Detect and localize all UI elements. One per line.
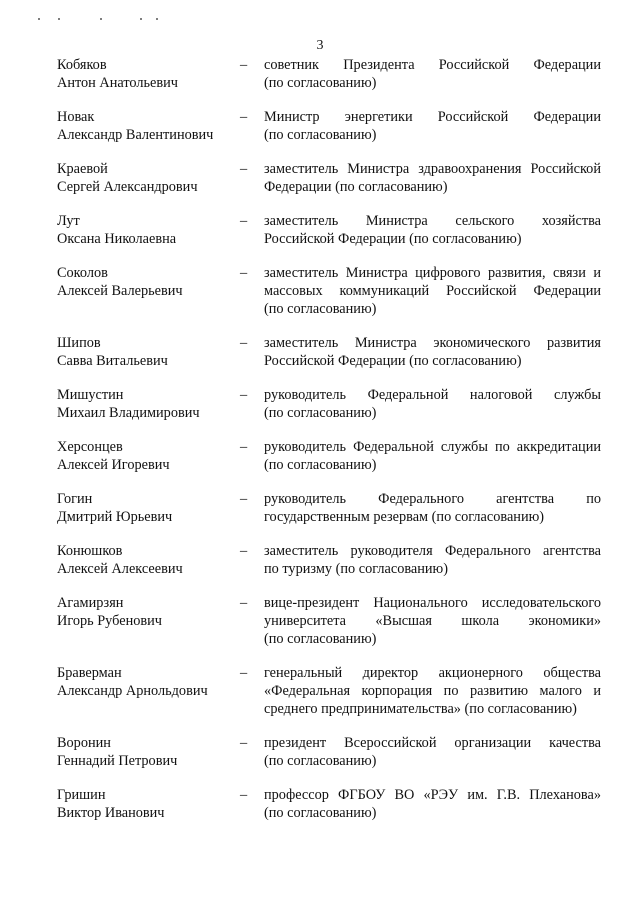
separator-dash: –: [240, 213, 248, 229]
member-entry: [0, 212, 640, 272]
member-role: [264, 160, 601, 196]
member-surname: Гришин: [57, 787, 106, 803]
member-role-line: среднего предпринимательства» (по согласованию): [264, 701, 577, 717]
member-role: [264, 108, 601, 144]
separator-dash: –: [240, 491, 248, 507]
member-given-names: Антон Анатольевич: [57, 75, 178, 91]
member-surname: Краевой: [57, 161, 108, 177]
member-surname: Лут: [57, 213, 80, 229]
member-role-line: (по согласованию): [264, 631, 377, 647]
member-role-line: заместитель Министра здравоохранения Российской: [264, 161, 601, 177]
member-role-line: Министр энергетики Российской Федерации: [264, 109, 601, 125]
separator-dash: –: [240, 161, 248, 177]
member-role-line: массовых коммуникаций Российской Федерации: [264, 283, 601, 299]
member-name: [57, 334, 237, 370]
member-role-line: профессор ФГБОУ ВО «РЭУ им. Г.В. Плеханова»: [264, 787, 601, 803]
member-name: [57, 212, 237, 248]
member-role: [264, 542, 601, 578]
member-name: [57, 664, 237, 700]
member-name: [57, 490, 237, 526]
member-role-line: Российской Федерации (по согласованию): [264, 231, 522, 247]
member-name: [57, 542, 237, 578]
member-role-line: заместитель Министра экономического развития: [264, 335, 601, 351]
separator-dash: –: [240, 109, 248, 125]
member-entry: [0, 786, 640, 846]
member-entry: [0, 108, 640, 168]
member-entry: [0, 160, 640, 220]
member-entry: [0, 438, 640, 498]
member-name: [57, 786, 237, 822]
member-role-line: президент Всероссийской организации качества: [264, 735, 601, 751]
member-name: [57, 56, 237, 92]
member-given-names: Дмитрий Юрьевич: [57, 509, 173, 525]
member-role-line: генеральный директор акционерного общества: [264, 665, 601, 681]
member-role: [264, 734, 601, 770]
member-role: [264, 264, 601, 318]
member-role-line: советник Президента Российской Федерации: [264, 57, 601, 73]
member-entry: [0, 734, 640, 794]
separator-dash: –: [240, 335, 248, 351]
member-role-line: руководитель Федеральной службы по аккредитации: [264, 439, 601, 455]
member-role: [264, 56, 601, 92]
member-entry: [0, 542, 640, 602]
member-name: [57, 438, 237, 474]
separator-dash: –: [240, 57, 248, 73]
member-given-names: Михаил Владимирович: [57, 405, 200, 421]
member-entry: [0, 334, 640, 394]
member-surname: Соколов: [57, 265, 108, 281]
member-name: [57, 386, 237, 422]
separator-dash: –: [240, 595, 248, 611]
member-surname: Шипов: [57, 335, 101, 351]
member-role: [264, 438, 601, 474]
member-given-names: Алексей Игоревич: [57, 457, 170, 473]
member-role-line: (по согласованию): [264, 753, 377, 769]
member-given-names: Алексей Валерьевич: [57, 283, 183, 299]
member-role-line: Федерации (по согласованию): [264, 179, 448, 195]
member-role-line: (по согласованию): [264, 127, 377, 143]
member-entry: [0, 264, 640, 324]
member-given-names: Александр Арнольдович: [57, 683, 208, 699]
member-name: [57, 160, 237, 196]
separator-dash: –: [240, 387, 248, 403]
member-surname: Новак: [57, 109, 95, 125]
member-role-line: руководитель Федерального агентства по: [264, 491, 601, 507]
member-surname: Кобяков: [57, 57, 107, 73]
member-name: [57, 264, 237, 300]
member-role-line: (по согласованию): [264, 75, 377, 91]
member-surname: Воронин: [57, 735, 111, 751]
member-role-line: (по согласованию): [264, 805, 377, 821]
scan-artifact-marks: [38, 14, 158, 24]
member-role-line: Российской Федерации (по согласованию): [264, 353, 522, 369]
separator-dash: –: [240, 787, 248, 803]
member-surname: Херсонцев: [57, 439, 123, 455]
separator-dash: –: [240, 665, 248, 681]
member-role-line: по туризму (по согласованию): [264, 561, 448, 577]
member-entry: [0, 56, 640, 116]
member-role: [264, 212, 601, 248]
page-number: 3: [316, 38, 324, 53]
member-name: [57, 734, 237, 770]
member-given-names: Алексей Алексеевич: [57, 561, 183, 577]
member-role-line: (по согласованию): [264, 301, 377, 317]
member-role: [264, 334, 601, 370]
member-role: [264, 664, 601, 718]
member-role-line: государственным резервам (по согласованию): [264, 509, 545, 525]
member-given-names: Александр Валентинович: [57, 127, 214, 143]
separator-dash: –: [240, 439, 248, 455]
member-name: [57, 594, 237, 630]
member-role-line: заместитель Министра цифрового развития, связи и: [264, 265, 601, 281]
member-role: [264, 594, 601, 648]
member-surname: Мишустин: [57, 387, 124, 403]
member-entry: [0, 594, 640, 654]
member-surname: Гогин: [57, 491, 93, 507]
member-role: [264, 386, 601, 422]
member-surname: Агамирзян: [57, 595, 124, 611]
member-entry: [0, 386, 640, 446]
member-role-line: вице-президент Национального исследовательского: [264, 595, 601, 611]
member-given-names: Сергей Александрович: [57, 179, 198, 195]
member-given-names: Игорь Рубенович: [57, 613, 162, 629]
member-name: [57, 108, 237, 144]
member-entry: [0, 490, 640, 550]
member-given-names: Геннадий Петрович: [57, 753, 178, 769]
member-role-line: заместитель руководителя Федерального агентства: [264, 543, 601, 559]
member-entry: [0, 664, 640, 724]
member-role-line: заместитель Министра сельского хозяйства: [264, 213, 601, 229]
member-role-line: (по согласованию): [264, 405, 377, 421]
separator-dash: –: [240, 735, 248, 751]
member-surname: Конюшков: [57, 543, 123, 559]
member-surname: Браверман: [57, 665, 122, 681]
member-given-names: Савва Витальевич: [57, 353, 168, 369]
member-role-line: (по согласованию): [264, 457, 377, 473]
member-role: [264, 490, 601, 526]
member-role-line: руководитель Федеральной налоговой службы: [264, 387, 601, 403]
member-role: [264, 786, 601, 822]
member-role-line: университета «Высшая школа экономики»: [264, 613, 601, 629]
separator-dash: –: [240, 543, 248, 559]
separator-dash: –: [240, 265, 248, 281]
member-role-line: «Федеральная корпорация по развитию малого и: [264, 683, 601, 699]
member-given-names: Виктор Иванович: [57, 805, 165, 821]
member-given-names: Оксана Николаевна: [57, 231, 177, 247]
